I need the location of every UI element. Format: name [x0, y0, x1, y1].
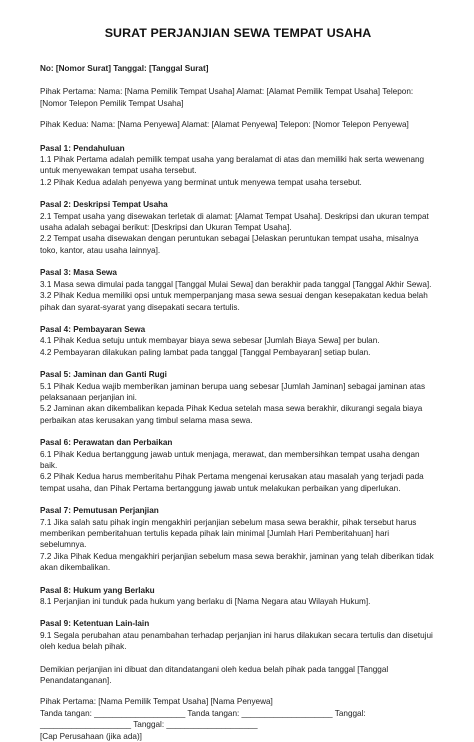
signature-date-line: ____________________ Tanggal: ____________________ — [40, 720, 258, 730]
article-clause: 2.2 Tempat usaha disewakan dengan peruntukan sebagai [Jelaskan peruntukan tempat usaha, misalnya toko, kantor, atau usaha lainnya]. — [40, 234, 419, 255]
article-clause: 5.2 Jaminan akan dikembalikan kepada Pihak Kedua setelah masa sewa berakhir, dikurangi segala biaya perbaikan atas kerusakan yang timbul selama masa sewa. — [40, 404, 423, 425]
article-section — [40, 369, 436, 426]
article-clause: 2.1 Tempat usaha yang disewakan terletak di alamat: [Alamat Tempat Usaha]. Deskripsi dan ukuran tempat usaha adalah sebagai berikut: [Deskripsi dan Ukuran Tempat Usaha]. — [40, 211, 429, 233]
article-clause: 6.2 Pihak Kedua harus memberitahu Pihak Pertama mengenai kerusakan atau masalah yang terjadi pada tempat usaha, dan Pihak Pertama bertanggung jawab untuk melakukan perbaikan yang diperlukan. — [40, 472, 424, 493]
article-clause: 6.1 Pihak Kedua bertanggung jawab untuk menjaga, merawat, dan membersihkan tempat usaha dengan baik. — [40, 449, 420, 470]
article-clause: 9.1 Segala perubahan atau penambahan terhadap perjanjian ini harus dilakukan secara tertulis dan disetujui oleh kedua belah pihak. — [40, 630, 433, 652]
signature-sign-line: Tanda tangan: ____________________ Tanda tangan: ____________________ Tanggal: — [40, 708, 366, 718]
article-clause: 3.2 Pihak Kedua memiliki opsi untuk memperpanjang masa sewa sesuai dengan kesepakatan kedua belah pihak dan syarat-syarat yang disepakati secara tertulis. — [40, 291, 428, 312]
article-clause: 3.1 Masa sewa dimulai pada tanggal [Tanggal Mulai Sewa] dan berakhir pada tanggal [Tanggal Akhir Sewa]. — [40, 279, 432, 289]
company-stamp-line: [Cap Perusahaan (jika ada)] — [40, 731, 142, 741]
party-one-details: Pihak Pertama: Nama: [Nama Pemilik Tempat Usaha] Alamat: [Alamat Pemilik Tempat Usaha] Telepon: [Nomor Telepon Pemilik Tempat Usaha] — [40, 87, 414, 108]
article-title: Pasal 8: Hukum yang Berlaku — [40, 585, 155, 595]
article-section — [40, 267, 436, 313]
article-title: Pasal 9: Ketentuan Lain-lain — [40, 619, 150, 629]
article-clause: 4.1 Pihak Kedua setuju untuk membayar biaya sewa sebesar [Jumlah Biaya Sewa] per bulan. — [40, 336, 380, 346]
party-two-details: Pihak Kedua: Nama: [Nama Penyewa] Alamat: [Alamat Penyewa] Telepon: [Nomor Telepon Penyewa] — [40, 120, 409, 130]
signature-parties-line: Pihak Pertama: [Nama Pemilik Tempat Usaha] [Nama Penyewa] — [40, 697, 273, 707]
article-title: Pasal 6: Perawatan dan Perbaikan — [40, 438, 173, 448]
closing-statement: Demikian perjanjian ini dibuat dan ditandatangani oleh kedua belah pihak pada tanggal [Tanggal Penandatanganan]. — [40, 664, 389, 686]
article-title: Pasal 1: Pendahuluan — [40, 143, 125, 153]
article-list — [40, 143, 436, 653]
article-title: Pasal 4: Pembayaran Sewa — [40, 324, 146, 334]
document-number-line: No: [Nomor Surat] Tanggal: [Tanggal Surat] — [40, 64, 209, 73]
article-section — [40, 618, 436, 652]
article-clause: 4.2 Pembayaran dilakukan paling lambat pada tanggal [Tanggal Pembayaran] setiap bulan. — [40, 347, 371, 357]
article-section — [40, 199, 436, 256]
article-title: Pasal 3: Masa Sewa — [40, 268, 117, 278]
article-clause: 7.1 Jika salah satu pihak ingin mengakhiri perjanjian sebelum masa sewa berakhir, pihak tersebut harus memberikan pemberitahuan tertulis kepada pihak lain minimal [Jumlah Hari Pemberitahuan] hari sebelumnya. — [40, 517, 417, 550]
article-title: Pasal 5: Jaminan dan Ganti Rugi — [40, 370, 167, 380]
article-section — [40, 505, 436, 573]
article-section — [40, 143, 436, 189]
article-section — [40, 437, 436, 494]
article-section — [40, 585, 436, 608]
article-clause: 5.1 Pihak Kedua wajib memberikan jaminan berupa uang sebesar [Jumlah Jaminan] sebagai jaminan atas pelaksanaan perjanjian ini. — [40, 381, 426, 402]
article-title: Pasal 2: Deskripsi Tempat Usaha — [40, 200, 168, 210]
article-clause: 7.2 Jika Pihak Kedua mengakhiri perjanjian sebelum masa sewa berakhir, jaminan yang telah diberikan tidak akan dikembalikan. — [40, 551, 434, 573]
signature-block — [40, 696, 436, 742]
article-clause: 8.1 Perjanjian ini tunduk pada hukum yang berlaku di [Nama Negara atau Wilayah Hukum]. — [40, 597, 371, 607]
article-title: Pasal 7: Pemutusan Perjanjian — [40, 506, 159, 516]
article-clause: 1.1 Pihak Pertama adalah pemilik tempat usaha yang beralamat di atas dan memiliki hak serta wewenang untuk menyewakan tempat usaha tersebut. — [40, 155, 425, 176]
article-clause: 1.2 Pihak Kedua adalah penyewa yang berminat untuk menyewa tempat usaha tersebut. — [40, 177, 362, 187]
article-section — [40, 324, 436, 358]
document-title: SURAT PERJANJIAN SEWA TEMPAT USAHA — [104, 26, 372, 40]
